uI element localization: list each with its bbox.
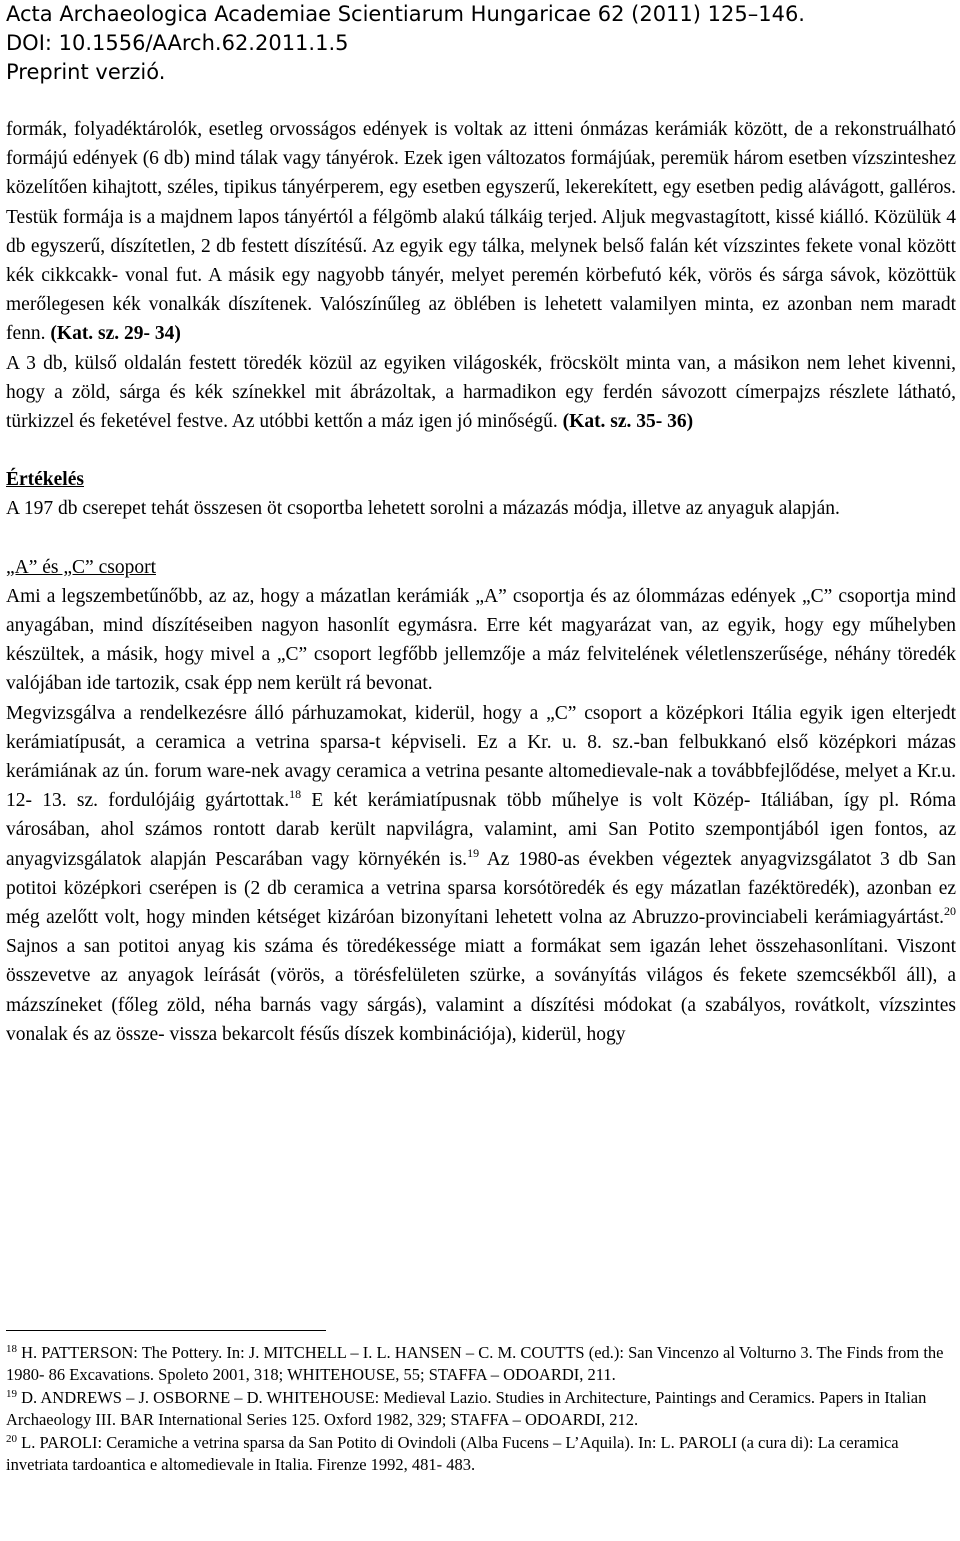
catalogue-reference: (Kat. sz. 29- 34) xyxy=(50,323,181,345)
doi-line: DOI: 10.1556/AArch.62.2011.1.5 xyxy=(6,31,349,55)
paragraph-parallels xyxy=(6,699,956,1049)
footnote-19 xyxy=(6,1387,956,1432)
footnote-marker-20[interactable]: 20 xyxy=(944,904,956,919)
footnote-number: 18 xyxy=(6,1343,17,1355)
preprint-label: Preprint verzió. xyxy=(6,60,166,84)
paragraph-text: E két kerámiatípusnak több műhelye is volt Közép- Itáliában, így pl. Róma városában, ahol számos rontott darab került napvilágra, valamint, ami San Potito szempontjából igen fontos, az anyagvizsgálatok alapján Pescarában vagy környékén is. xyxy=(6,790,956,870)
main-text xyxy=(6,115,956,1049)
journal-citation: Acta Archaeologica Academiae Scientiarum Hungaricae 62 (2011) 125–146. xyxy=(6,2,805,26)
paragraph-text: Megvizsgálva a rendelkezésre álló párhuzamokat, kiderül, hogy a „C” csoport a középkori Itália egyik igen elterjedt kerámiatípusát, a ceramica a vetrina sparsa-t képviseli. Ez a Kr. u. 8. sz.-ban felbukkanó első középkori mázas kerámiának az ún. forum ware-nek avagy ceramica a vetrina pesante altomedievale-nak a továbbfejlődése, melyet a Kr.u. 12- 13. sz. fordulójáig gyártottak. xyxy=(6,702,956,812)
paragraph-painted-fragments xyxy=(6,349,956,437)
footnote-18 xyxy=(6,1342,956,1387)
footnote-text: D. ANDREWS – J. OSBORNE – D. WHITEHOUSE: Medieval Lazio. Studies in Architecture, Paintings and Ceramics. Papers in Italian Archaeology III. BAR International Series 125. Oxford 1982, 329; STAFFA – ODOARDI, 212. xyxy=(6,1387,927,1430)
catalogue-reference: (Kat. sz. 35- 36) xyxy=(562,411,694,433)
paragraph-text: Az 1980-as években végeztek anyagvizsgálatot 3 db San potitoi középkori cserépen is (2 db ceramica a vetrina sparsa korsótöredék és egy mázatlan fazéktöredék), azonban ez még azelőtt volt, hogy minden kétséget kizáróan bizonyítani lehetett volna az Abruzzo-provinciabeli kerámiagyártást. xyxy=(6,848,956,929)
paragraph-evaluation: A 197 db cserepet tehát összesen öt csoportba lehetett sorolni a mázazás módja, illetve az anyaguk alapján. xyxy=(6,498,840,520)
footnote-text: H. PATTERSON: The Pottery. In: J. MITCHELL – I. L. HANSEN – C. M. COUTTS (ed.): San Vincenzo al Volturno 3. The Finds from the 1980- 86 Excavations. Spoleto 2001, 318; WHITEHOUSE, 55; STAFFA – ODOARDI, 211. xyxy=(6,1343,944,1385)
paragraph-text: Sajnos a san potitoi anyag kis száma és töredékessége miatt a formákat sem igazán lehet összehasonlítani. Viszont összevetve az anyagok leírását (vörös, a törésfelületen szürke, a soványítás világos és fekete szemcsékből áll), a mázszíneket (főleg zöld, néha barnás vagy sárgás), valamint a díszítési módokat (a szabályos, rovátkolt, vízszintes vonalak és az össze- vissza bekarcolt fésűs díszek kombinációja), kiderül, hogy xyxy=(6,936,956,1045)
paragraph-comparison: Ami a legszembetűnőbb, az az, hogy a mázatlan kerámiák „A” csoportja és az ólommázas edények „C” csoportja mind anyagában, mind díszítéseiben nagyon hasonlít egymásra. Erre két magyarázat van, az egyik, hogy egy műhelyben készültek, a másik, hogy mivel a „C” csoport legfőbb jellemzője a máz felvitelének véletlenszerűsége, néhány töredék valójában ide tartozik, csak épp nem került rá bevonat. xyxy=(6,585,956,695)
footnotes xyxy=(6,1342,956,1476)
paragraph-text: formák, folyadéktárolók, esetleg orvosságos edények is voltak az itteni ónmázas kerámiák között, de a rekonstruálható formájú edények (6 db) mind tálak vagy tányérok. Ezek igen változatos formájúak, peremük három esetben vízszinteshez közelítően kihajtott, széles, tipikus tányérperem, egy esetben egyszerű, lekerekített, egy esetben pedig alávágott, galléros. Testük formája is a majdnem lapos tányértól a félgömb alakú tálkáig terjed. Aljuk megvastagított, kissé kiálló. Közülük 4 db egyszerű, díszítetlen, 2 db festett díszítésű. Az egyik egy tálka, melynek belső falán két vízszintes fekete vonal között kék cikkcakk- vonal fut. A másik egy nagyobb tányér, melyet peremén körbefutó kék, vörös és sárga sávok, közöttük merőlegesen kék vonalkák díszítenek. Valószínűleg az öblében is lehetett valamilyen minta, ez azonban nem maradt fenn. xyxy=(6,119,956,345)
footnote-text: L. PAROLI: Ceramiche a vetrina sparsa da San Potito di Ovindoli (Alba Fucens – L’Aquila). In: L. PAROLI (a cura di): La ceramica invetriata tardoantica e altomedievale in Italia. Firenze 1992, 481- 483. xyxy=(6,1432,899,1475)
section-heading-a-c-group: „A” és „C” csoport xyxy=(6,556,156,578)
footnote-number: 19 xyxy=(6,1387,17,1400)
footnote-number: 20 xyxy=(6,1432,17,1445)
footnote-separator xyxy=(6,1330,326,1331)
page-header xyxy=(6,0,956,87)
paragraph-text: A 3 db, külső oldalán festett töredék közül az egyiken világoskék, fröcskölt minta van, a másikon nem lehet kivenni, hogy a zöld, sárga és kék színekkel mit ábrázoltak, a harmadikon egy ferdén sávozott címerpajzs részlete látható, türkizzel és feketével festve. Az utóbbi kettőn a máz igen jó minőségű. xyxy=(6,352,956,433)
footnote-20 xyxy=(6,1432,956,1477)
section-heading-evaluation: Értékelés xyxy=(6,469,84,491)
paragraph-forms xyxy=(6,115,956,349)
footnote-marker-19[interactable]: 19 xyxy=(467,845,480,860)
footnote-marker-18[interactable]: 18 xyxy=(289,787,302,802)
